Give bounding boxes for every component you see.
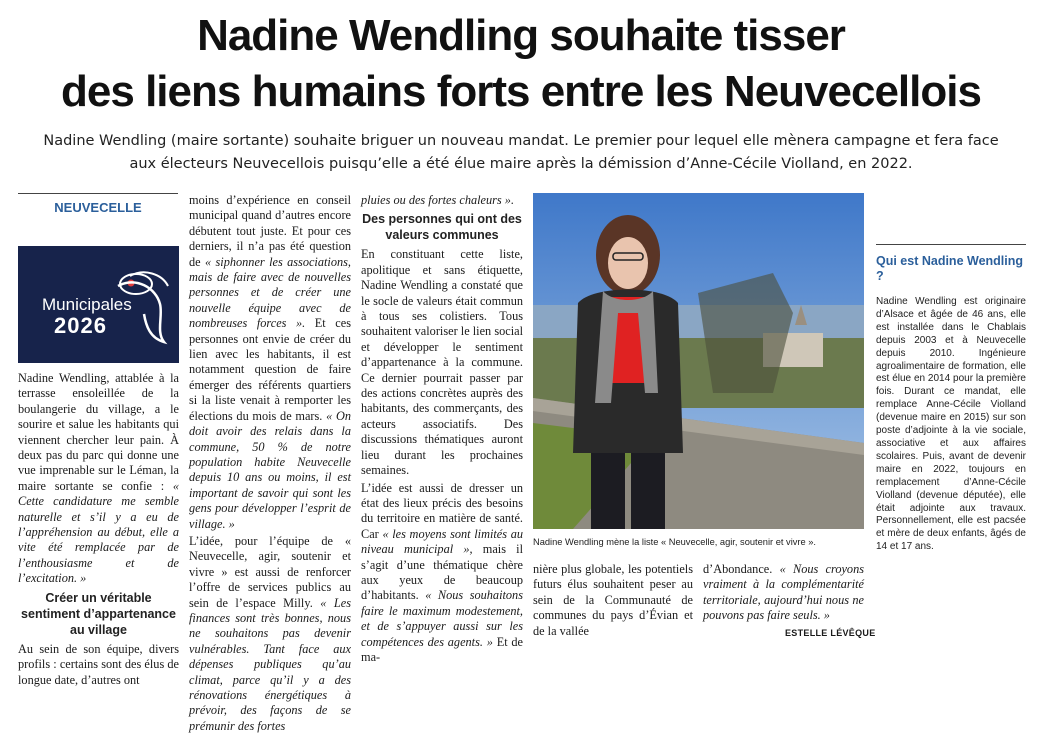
col3-paragraph-2c: Et de ma- [361,634,524,664]
sidebar-title: Qui est Nadine Wendling ? [876,254,1024,283]
col2-paragraph-2: L’idée, pour l’équipe de « Neuvecelle, agir, soutenir et vivre » est aussi de renforcer l’offre de services publics au sein de l’espace Milly. [189,533,351,610]
col5-paragraph-1: d’Abondance. [703,562,773,576]
col2-paragraph-1b: Et ces personnes ont envie de créer du lien avec les habitants, il est notamment question de faire émerger des référents quartiers si la liste venait à remporter les élections du mois de mars. [189,316,351,423]
section-kicker: NEUVECELLE [54,200,142,215]
col4-paragraph-1: nière plus globale, les potentiels futurs élus souhaitent peser au sein de la Communauté de communes du pays d’Évian et de la vallée [533,562,693,638]
col1-subheading: Créer un véritable sentiment d’appartenance au village [21,590,176,637]
col1-paragraph-2: Au sein de son équipe, divers profils : certains sont des élus de longue date, d’autres ont [18,641,179,687]
col5-quote-1: « Nous croyons vraiment à la complémentarité territoriale, aujourd’hui nous ne pouvons pas faire seuls. » [703,562,865,623]
col1-quote-1: « Cette candidature me semble naturelle et s’il y a eu de l’appréhension au début, elle a vite été remplacée par de l’enthousiasme et de l’excitation. » [18,478,179,586]
logo-line-2: 2026 [54,313,107,338]
col3-quote-2: « Nous souhaitons faire le maximum modestement, et de s’appuyer aussi sur les compétences des agents. » [361,588,523,649]
logo-line-1: Municipales [42,295,132,314]
sidebar-body: Nadine Wendling est originaire d’Alsace et âgée de 46 ans, elle est installée dans le Chablais depuis 2003 et à Neuvecelle depuis 2010. Ingénieure agroalimentaire de formation, elle est élue en 2014 pour la première fois. Durant ce mandat, elle remplace Anne-Cécile Violland (devenue maire en 2015) sur son poste d’adjointe à la vie sociale, associative et aux affaires scolaires. Puis, avant de devenir maire en 2022, toujours en remplacement d’Anne-Cécile Violland (devenue députée), elle était adjointe aux travaux. Personnellement, elle est pacsée et mère de deux enfants, âgés de 14 et 17 ans. [876,296,1026,553]
col2-paragraph-1: moins d’expérience en conseil municipal quand d’autres encore débutent tout juste. Et pour ces derniers, il n’a pas été question de [189,193,351,269]
sidebar-rule [876,244,1026,245]
municipales-logo [18,246,179,363]
portrait-photo [533,193,864,529]
headline-line-1: Nadine Wendling souhaite tisser [197,11,845,60]
headline-line-2: des liens humains forts entre les Neuvecellois [61,67,981,116]
col3-paragraph-2: L’idée est aussi de dresser un état des lieux précis des besoins du territoire en matière de santé. Car [361,480,523,541]
article-column-3 [361,193,523,667]
portrait-image [533,193,864,529]
lead-paragraph: Nadine Wendling (maire sortante) souhaite briguer un nouveau mandat. Le premier pour lequel elle mènera campagne et fera face aux électeurs Neuvecellois puisqu’elle a été élue maire après la démission d’Anne-Cécile Violland, en 2022. [43,133,999,172]
col2-quote-1: « siphonner les associations, mais de faire avec de nouvelles personnes et de créer une nouvelle équipe avec de nombreuses forces ». [189,254,351,331]
article-column-4 [533,562,693,641]
col3-paragraph-2b: mais il s’agit d’une thématique chère aux yeux de beaucoup d’habitants. [361,542,523,603]
kicker-rule [18,193,178,194]
col3-subheading: Des personnes qui ont des valeurs communes [362,212,522,243]
article-column-2 [189,193,351,736]
col2-quote-3: « Les finances sont très bonnes, nous ne souhaitons pas devenir vulnérables. Tant face aux dépenses publiques qu’au climat, parce qu’il y a des rénovations énergétiques à prévoir, des façons de se prémunir des fortes [189,595,352,733]
col3-quote-1: « les moyens sont limités au niveau municipal », [361,526,523,557]
col1-paragraph-1: Nadine Wendling, attablée à la terrasse ensoleillée de la boulangerie du village, a le sourire et salue les habitants qui viennent chercher leur pain. À deux pas du parc qui donne une vue imprenable sur le Léman, la maire sortante se confie : [18,371,179,493]
article-column-5 [703,562,864,626]
col2-quote-2: « On doit avoir des relais dans la commune, 50 % de notre population habite Neuvecelle depuis 10 ans ou moins, il est important de savoir qui sont les gens pour développer l’esprit de village. » [189,408,351,531]
article-column-1 [18,371,179,690]
byline: ESTELLE LÉVÊQUE [785,628,876,638]
col3-paragraph-1: En constituant cette liste, apolitique et sans étiquette, Nadine Wendling a constaté que le socle de valeurs était commun à tous ses colistiers. Tous souhaitent valoriser le lien social et développer le sentiment d’appartenance à la commune. Ce dernier pourrait passer par des actions concrètes auprès des habitants, des commerçants, des acteurs associatifs. Des discussions thématiques auront lieu durant les prochaines semaines. [361,247,523,478]
col3-top-quote: pluies ou des fortes chaleurs ». [361,193,515,207]
photo-caption: Nadine Wendling mène la liste « Neuvecelle, agir, soutenir et vivre ». [533,537,817,547]
